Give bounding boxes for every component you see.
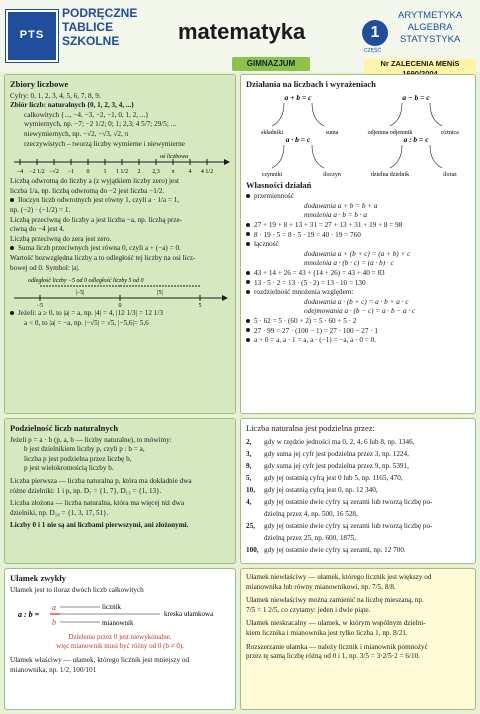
- divisibility-rule: [246, 532, 470, 544]
- opposite-example: ciwną do −4 jest 4.: [10, 225, 65, 234]
- operations-panel: [240, 74, 476, 414]
- property-formula: mnożenia a · b = b · a: [304, 211, 367, 220]
- rule-text: dzielną przez 4, np. 500, 16 528,: [264, 509, 358, 518]
- rule-text: gdy suma jej cyfr jest podzielna przez 9, np. 5391,: [264, 461, 409, 470]
- mixed-number-example: 7/5 = 1 2/5, co czytamy: jeden i dwie piąte.: [246, 605, 371, 614]
- divisibility-rule: [246, 508, 470, 520]
- abs-symbol: bowej od 0. Symbol: |a|.: [10, 263, 80, 272]
- operand-terms: odjemna odjemnik: [367, 129, 413, 136]
- divisibility-rule: [246, 484, 470, 496]
- bullet-icon: [10, 246, 14, 250]
- divisor-term-3: p jest wielokrotnością liczby b.: [24, 464, 114, 473]
- abs-def: Wartość bezwzględna liczby a to odległość tej liczby na osi licz-: [10, 253, 196, 262]
- denominator-label: mianownik: [102, 619, 134, 628]
- part-label: CZĘŚĆ: [364, 48, 381, 54]
- operand-terms: czynniki: [261, 171, 283, 178]
- result-term: iloraz: [443, 171, 457, 178]
- abs-ticks: [37, 290, 202, 308]
- abs-caption: odległość liczby −5 od 0 odległość liczby 5 od 0: [28, 278, 144, 285]
- number-line-diagram: [10, 150, 230, 176]
- fraction-bar-label: kreska ułamkowa: [164, 610, 214, 619]
- irreducible-def: Ułamek nieskracalny — ułamek, w którym wspólnym dzielni-: [246, 619, 426, 628]
- rule-text: gdy jej ostatnie dwie cyfry są zerami lub tworzą liczbę po-: [264, 497, 433, 506]
- axis-tick-label: 0: [86, 169, 90, 176]
- recommendation-number: Nr ZALECENIA MENiS: [364, 59, 476, 79]
- property-example: 27 + 19 + 8 + 13 + 31 = 27 + 13 + 31 + 19 + 8 = 98: [246, 221, 470, 231]
- svg-text:a : b =: a : b =: [18, 610, 40, 620]
- fraction-def: Ułamek jest to iloraz dwóch liczb całkowitych: [10, 585, 144, 594]
- rule-text: gdy jej ostatnie dwie cyfry są zerami, np. 12 700.: [264, 545, 406, 554]
- operation-expression: a − b = c: [402, 92, 430, 102]
- bullet-icon: [10, 198, 14, 202]
- opposite-sum: Suma liczb przeciwnych jest równa 0, czyli a + (−a) = 0.: [18, 244, 181, 253]
- composite-def: Liczba złożona — liczba naturalna, która ma więcej niż dwa: [10, 499, 185, 508]
- property-example: 13 · 5 · 2 = 13 · (5 · 2) = 13 · 10 = 130: [246, 279, 470, 289]
- reciprocal-example: liczba 1/a, np. liczbą odwrotną do −2 jest liczba −1/2.: [10, 186, 165, 195]
- zero-one-note: Liczby 0 i 1 nie są ani liczbami pierwszymi, ani złożonymi.: [10, 521, 189, 530]
- term-connector: [430, 103, 442, 126]
- svg-text:a: a: [52, 603, 56, 613]
- proper-fraction-def: Ułamek właściwy — ułamek, którego licznik jest mniejszy od: [10, 656, 190, 665]
- division-by-zero-warning: Dzielenie przez 0 jest niewykonalne, więc mianownik musi być różny od 0 (b ≠ 0).: [56, 633, 184, 651]
- operation-terms-diagram: [246, 92, 472, 178]
- naturals-line: Zbiór liczb: naturalnych {0, 1, 2, 3, 4, ...}: [10, 101, 135, 110]
- improper-example: mianownika lub równy mianownikowi, np. 7/5, 8/8.: [246, 582, 396, 591]
- abs-tick-label: −5: [36, 303, 44, 309]
- divisors-heading: Podzielność liczb naturalnych: [10, 423, 119, 433]
- divisor-number: 9,: [246, 461, 252, 470]
- divisibility-rule: [246, 472, 470, 484]
- result-term: iloczyn: [323, 171, 341, 178]
- divisor-term-2: liczba p jest podzielna przez liczbę b,: [24, 454, 132, 463]
- divisor-number: 100,: [246, 545, 259, 554]
- divisibility-rules: [246, 436, 470, 556]
- property-name: rozdzielność mnożenia względem:: [246, 288, 470, 298]
- axis-tick-label: −4: [16, 169, 24, 176]
- page-title: matematyka: [178, 19, 306, 44]
- divisibility-rule: [246, 460, 470, 472]
- operation-expression: a · b = c: [285, 134, 311, 144]
- divisibility-rule: [246, 436, 470, 448]
- result-term: suma: [325, 129, 339, 136]
- rule-text: dzielną przez 25, np. 600, 1875,: [264, 533, 357, 542]
- property-example: a + 0 = a, a · 1 = a, a · (−1) = −a, a · 0 = 0.: [246, 336, 470, 346]
- divisibility-rule: [246, 520, 470, 532]
- divisibility-panel: [240, 418, 476, 564]
- term-connector: [390, 103, 402, 126]
- term-connector: [312, 103, 324, 126]
- fractions-heading: Ułamek zwykły: [10, 573, 66, 583]
- term-connector: [312, 145, 324, 168]
- property-example: 43 + 14 + 26 = 43 + (14 + 26) = 43 + 40 = 83: [246, 269, 470, 279]
- numerator-label: licznik: [102, 603, 122, 612]
- opposite-zero: Liczbą przeciwną do zera jest zero.: [10, 234, 112, 243]
- property-name: przemienność: [246, 192, 470, 202]
- axis-tick-label: −√2: [49, 169, 59, 176]
- number-sets-heading: Zbiory liczbowe: [10, 79, 69, 89]
- prime-example: różne dzielniki: 1 i p, np. D₇ = {1, 7}, D₁₃ = {1, 13}.: [10, 486, 162, 495]
- level-badge: GIMNAZJUM: [232, 57, 310, 71]
- reciprocal-product-example: np. (−2) · (−1/2) = 1.: [10, 205, 71, 214]
- term-connector: [272, 145, 284, 168]
- operand-terms: składniki: [261, 129, 283, 136]
- bullet-icon: [10, 311, 14, 315]
- abs-rule-negative: a < 0, to |a| = −a, np. |−√5| = √5, |−5,6|= 5,6: [24, 318, 149, 327]
- divisor-number: 4,: [246, 497, 252, 506]
- axis-tick-label: 1 1/2: [115, 169, 129, 176]
- axis-tick-label: 2,3: [152, 169, 160, 176]
- composite-example: dzielniki, np. D₁₈ = {1, 3, 17, 51}.: [10, 508, 109, 517]
- divisor-number: 10,: [246, 485, 255, 494]
- property-example: 8 · 19 · 5 = 8 · 5 · 19 = 40 · 19 = 760: [246, 231, 470, 241]
- axis-tick-label: 4 1/2: [200, 169, 214, 176]
- term-connector: [272, 103, 284, 126]
- axis-tick-label: π: [171, 169, 175, 176]
- axis-tick-label: 4: [188, 169, 192, 176]
- expanding-example: przez tę samą liczbę różną od 0 i 1, np. 3/5 = 3·2/5·2 = 6/10.: [246, 652, 420, 661]
- integers-line: całkowitych {..., −4, −3, −2, −1, 0, 1, 2, ...}: [24, 110, 149, 119]
- result-term: różnica: [441, 129, 459, 136]
- abs-value-diagram: [10, 274, 230, 308]
- divisors-panel: [4, 418, 236, 564]
- divisibility-heading: Liczba naturalna jest podzielna przez:: [246, 423, 375, 433]
- axis-tick-label: 1: [103, 169, 107, 176]
- bullet-icon: [246, 242, 250, 246]
- divisibility-rule: [246, 448, 470, 460]
- abs-rule-positive: Jeżeli: a ≥ 0, to |a| = a, np. |4| = 4, |12 1/3| = 12 1/3: [18, 309, 163, 318]
- operand-terms: dzielna dzielnik: [370, 171, 410, 178]
- property-example: 27 · 99 = 27 · (100 − 1) = 27 · 100 − 27 · 1: [246, 327, 470, 337]
- divisor-term-1: b jest dzielnikiem liczby p, czyli p : b = a,: [24, 445, 145, 454]
- bullet-icon: [246, 271, 250, 275]
- operation-expression: a : b = c: [403, 134, 429, 144]
- fraction-diagram: [10, 597, 230, 631]
- bullet-icon: [246, 280, 250, 284]
- part-number-badge: 1: [362, 20, 388, 46]
- publisher-logo: PTS: [6, 10, 58, 62]
- rationals-line: wymiernych, np. −7; −2 1/2; 0; 1; 2,3; 4 5/7; 29/5; ...: [24, 120, 177, 129]
- axis-tick-label: 2: [137, 169, 141, 176]
- reals-line: rzeczywistych – tworzą liczby wymierne i niewymierne: [24, 139, 185, 148]
- properties-heading: Własności działań: [246, 179, 312, 190]
- operations-heading: Działania na liczbach i wyrażeniach: [246, 79, 376, 89]
- bullet-icon: [246, 338, 250, 342]
- improper-fractions-panel: [240, 568, 476, 710]
- abs-tick-label: 0: [118, 303, 122, 309]
- digits-line: Cyfry: 0, 1, 2, 3, 4, 5, 6, 7, 8, 9.: [10, 91, 101, 100]
- divisibility-rule: [246, 496, 470, 508]
- topics-list: ARYTMETYKA ALGEBRA STATYSTYKA: [398, 10, 463, 45]
- divisibility-rule: [246, 544, 470, 556]
- rule-text: gdy jej ostatnią cyfrą jest 0, np. 12 340,: [264, 485, 378, 494]
- reciprocal-product: Iloczyn liczb odwrotnych jest równy 1, czyli a · 1/a = 1,: [18, 196, 180, 205]
- bullet-icon: [246, 319, 250, 323]
- irrationals-line: niewymiernych, np. −√2, −√3, √2, π: [24, 130, 129, 138]
- fractions-panel: [4, 568, 236, 710]
- axis-tick-label: −1: [67, 169, 75, 176]
- operation-expression: a + b = c: [284, 92, 312, 102]
- operation-terms: [261, 93, 459, 178]
- bullet-icon: [246, 290, 250, 294]
- property-formula: dodawania a · (b + c) = a · b + a · c: [304, 297, 409, 306]
- term-connector: [390, 145, 402, 168]
- mixed-number-def: Ułamek niewłaściwy można zamienić na liczbę mieszaną, np.: [246, 596, 424, 605]
- rule-text: gdy w rzędzie jedności ma 0, 2, 4, 6 lub 8, np. 1346,: [264, 437, 415, 446]
- proper-fraction-example: mianownika, np. 1/2, 100/101: [10, 665, 97, 674]
- properties-list: [246, 192, 470, 346]
- number-sets-panel: [4, 74, 236, 414]
- improper-def: Ułamek niewłaściwy — ułamek, którego licznik jest większy od: [246, 573, 432, 581]
- expanding-def: Rozszerzanie ułamka — należy licznik i mianownik pomnożyć: [246, 642, 428, 651]
- rule-text: gdy jej ostatnią cyfrą jest 0 lub 5, np. 1165, 470,: [264, 473, 403, 482]
- divisor-number: 25,: [246, 521, 255, 530]
- axis-label: oś liczbowa: [160, 154, 189, 161]
- rule-text: gdy suma jej cyfr jest podzielna przez 3, np. 1224,: [264, 449, 409, 458]
- bullet-icon: [246, 328, 250, 332]
- property-formula: dodawania a + (b + c) = (a + b) + c: [304, 249, 411, 258]
- rule-text: gdy jej ostatnie dwie cyfry są zerami lub tworzą liczbę po-: [264, 521, 433, 530]
- axis-ticks: [17, 159, 213, 175]
- property-example: 5 · 62 = 5 · (60 + 2) = 5 · 60 + 5 · 2: [246, 317, 470, 327]
- opposite-def: Liczbą przeciwną do liczby a jest liczba −a, np. liczbą prze-: [10, 215, 183, 224]
- irreducible-example: kiem licznika i mianownika jest tylko liczba 1, np. 8/21.: [246, 628, 408, 637]
- abs-distance-label: |5|: [157, 290, 163, 297]
- bullet-icon: [246, 194, 250, 198]
- prime-def: Liczba pierwsza — liczba naturalna p, która ma dokładnie dwa: [10, 477, 192, 485]
- bullet-icon: [246, 223, 250, 227]
- divisor-def: Jeżeli p = a · b (p, a, b — liczby naturalne), to mówimy:: [10, 435, 172, 444]
- property-formula: odejmowania a · (b − c) = a · b − a · c: [304, 307, 416, 316]
- property-name: łączność: [246, 240, 470, 250]
- series-title: PODRĘCZNE TABLICE SZKOLNE: [62, 6, 138, 48]
- property-formula: dodawania a + b = b + a: [304, 201, 378, 210]
- bullet-icon: [246, 232, 250, 236]
- svg-text:b: b: [52, 618, 56, 628]
- abs-distance-label: |−5|: [75, 290, 85, 297]
- property-formula: mnożenia a · (b · c) = (a · b) · c: [304, 259, 394, 268]
- header-banner: [0, 0, 480, 72]
- abs-tick-label: 5: [198, 303, 202, 309]
- axis-tick-label: −2 1/2: [29, 169, 45, 176]
- term-connector: [430, 145, 442, 168]
- divisor-number: 2,: [246, 437, 252, 446]
- divisor-number: 3,: [246, 449, 252, 458]
- reciprocal-def: Liczbą odwrotną do liczby a (z wyjątkiem liczby zero) jest: [10, 177, 180, 186]
- divisor-number: 5,: [246, 473, 252, 482]
